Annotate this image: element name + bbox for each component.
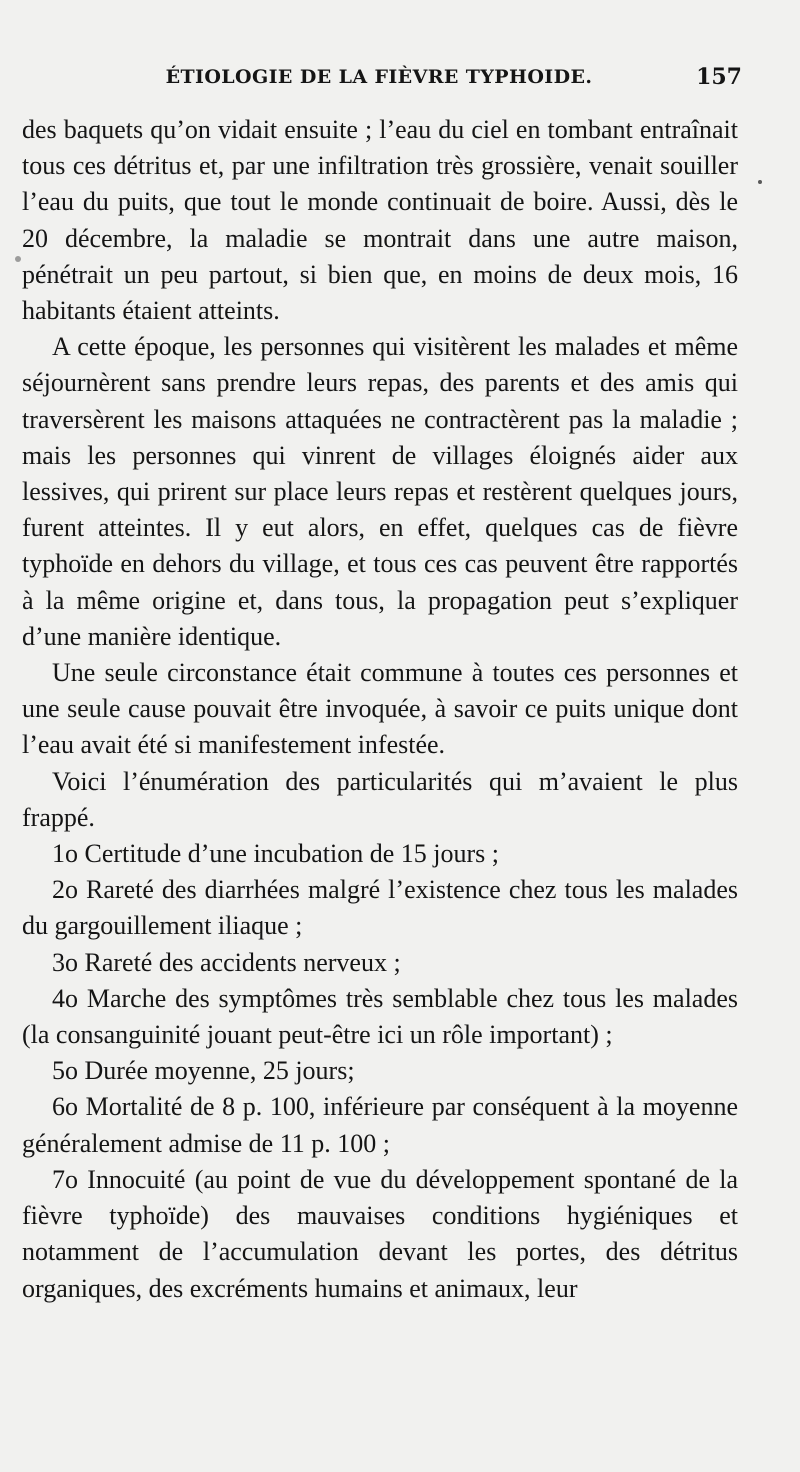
paragraph-3: Une seule circonstance était commune à toutes ces personnes et une seule cause pouvait être invoquée, à savoir ce puits unique dont l’eau avait été si manifestement infestée. [22, 658, 738, 760]
list-item-1: 1o Certitude d’une incubation de 15 jours ; [52, 839, 499, 869]
list-item-7: 7o Innocuité (au point de vue du développement spontané de la fièvre typhoïde) des mauvaises conditions hygiéniques et notamment de l’accumulation devant les portes, des détritus organiques, des excréments humains et animaux, leur [22, 1164, 738, 1303]
list-item-4: 4o Marche des symptômes très semblable chez tous les malades (la consanguinité jouant peut-être ici un rôle important) ; [22, 983, 738, 1050]
ink-speck [758, 180, 762, 184]
running-title: ÉTIOLOGIE DE LA FIÈVRE TYPHOIDE. [165, 66, 593, 88]
list-item-5: 5o Durée moyenne, 25 jours; [52, 1056, 355, 1086]
body-text [22, 112, 738, 1307]
paragraph-4: Voici l’énumération des particularités qui m’avaient le plus frappé. [22, 766, 738, 832]
running-head [22, 64, 742, 96]
paragraph-1: des baquets qu’on vidait ensuite ; l’eau du ciel en tombant entraînait tous ces détritus et, par une infiltration très grossière, venait souiller l’eau du puits, que tout le monde continuait de boire. Aussi, dès le 20 décembre, la maladie se montrait dans une autre maison, pénétrait un peu partout, si bien que, en moins de deux mois, 16 habitants étaient atteints. [22, 115, 738, 326]
list-item-6: 6o Mortalité de 8 p. 100, inférieure par conséquent à la moyenne généralement admise de 11 p. 100 ; [22, 1092, 738, 1158]
page-number: 157 [696, 64, 742, 90]
margin-mark [15, 256, 21, 262]
list-item-3: 3o Rareté des accidents nerveux ; [52, 947, 401, 977]
list-item-2: 2o Rareté des diarrhées malgré l’existence chez tous les malades du gargouillement iliaque ; [22, 875, 738, 941]
paragraph-2: A cette époque, les personnes qui visitèrent les malades et même séjournèrent sans prendre leurs repas, des parents et des amis qui traversèrent les maisons attaquées ne contractèrent pas la maladie ; mais les personnes qui vinrent de villages éloignés aider aux lessives, qui prirent sur place leurs repas et restèrent quelques jours, furent atteintes. Il y eut alors, en effet, quelques cas de fièvre typhoïde en dehors du village, et tous ces cas peuvent être rapportés à la même origine et, dans tous, la propagation peut s’expliquer d’une manière identique. [22, 332, 738, 651]
